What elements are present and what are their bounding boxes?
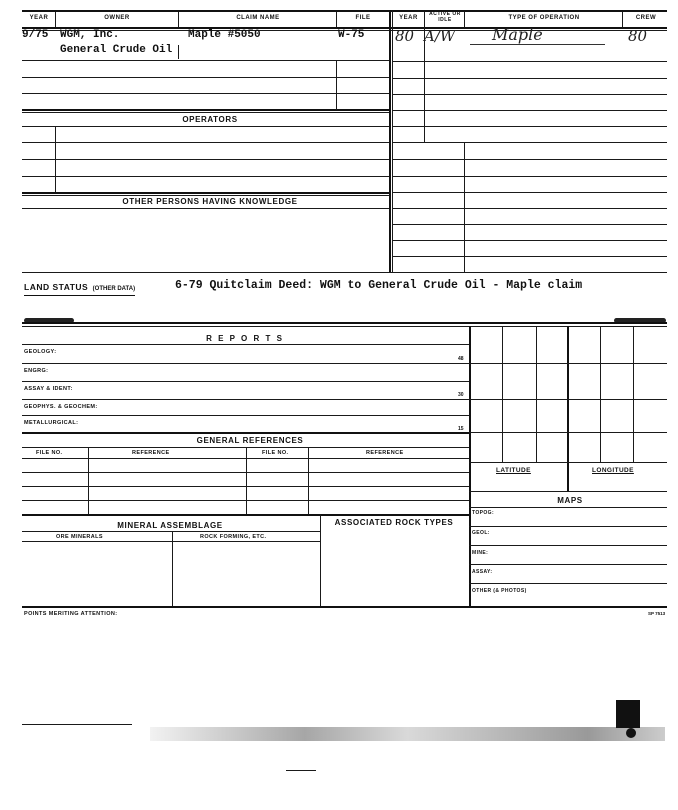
other-persons-title: OTHER PERSONS HAVING KNOWLEDGE xyxy=(122,197,298,206)
general-references-title: GENERAL REFERENCES xyxy=(196,436,304,445)
map-topog: TOPOG: xyxy=(472,510,495,516)
rock-forming-label: ROCK FORMING, ETC. xyxy=(200,534,267,540)
header-owner: OWNER xyxy=(104,15,130,21)
entry-claim-name: Maple #5050 xyxy=(188,29,261,41)
handwritten-type: Maple xyxy=(492,25,543,44)
report-metallurgical: METALLURGICAL: xyxy=(24,420,79,426)
land-status-title: LAND STATUS xyxy=(24,282,89,292)
latitude-label: LATITUDE xyxy=(496,467,531,474)
report-num-30: 30 xyxy=(458,392,464,398)
mineral-assemblage-title: MINERAL ASSEMBLAGE xyxy=(117,521,223,530)
longitude-label: LONGITUDE xyxy=(592,467,634,474)
entry-file: W-75 xyxy=(338,29,365,41)
report-geophys: GEOPHYS. & GEOCHEM: xyxy=(24,404,98,410)
maps-title: MAPS xyxy=(557,496,583,505)
header-year: YEAR xyxy=(29,15,49,21)
map-geol: GEOL: xyxy=(472,530,490,536)
header-year-2: YEAR xyxy=(399,15,418,21)
reports-title: R E P O R T S xyxy=(206,334,284,343)
operators-title: OPERATORS xyxy=(182,115,238,124)
associated-rock-types-title: ASSOCIATED ROCK TYPES xyxy=(334,518,454,527)
gen-ref-reference: REFERENCE xyxy=(132,450,170,456)
gen-ref-file-no: FILE NO. xyxy=(36,450,63,456)
map-mine: MINE: xyxy=(472,550,489,556)
report-engrg: ENGRG: xyxy=(24,368,49,374)
ore-minerals-label: ORE MINERALS xyxy=(56,534,103,540)
report-geology: GEOLOGY: xyxy=(24,349,57,355)
gen-ref-reference-2: REFERENCE xyxy=(366,450,404,456)
land-status-sub: (OTHER DATA) xyxy=(92,286,136,292)
land-status-text: 6-79 Quitclaim Deed: WGM to General Crude Oil - Maple claim xyxy=(175,279,583,292)
header-file: FILE xyxy=(355,15,371,21)
entry-owner-2: General Crude Oil xyxy=(60,44,173,56)
owner-divider-tick xyxy=(178,45,179,59)
land-status-label xyxy=(24,277,135,296)
header-type-of-operation: TYPE OF OPERATION xyxy=(508,15,580,21)
header-crew: CREW xyxy=(635,15,657,21)
points-meriting-attention: POINTS MERITING ATTENTION: xyxy=(24,611,118,617)
entry-year: 9/75 xyxy=(22,29,49,41)
header-claim-name: CLAIM NAME xyxy=(236,15,280,21)
handwritten-year: 80 xyxy=(395,27,415,45)
handwritten-active: A/W xyxy=(424,27,456,45)
gen-ref-file-no-2: FILE NO. xyxy=(262,450,289,456)
report-num-48: 48 xyxy=(458,356,464,362)
map-other: OTHER (& PHOTOS) xyxy=(472,588,527,594)
entry-owner: WGM, Inc. xyxy=(60,29,120,41)
map-assay: ASSAY: xyxy=(472,569,493,575)
handwritten-underline xyxy=(470,44,605,45)
report-num-15: 15 xyxy=(458,426,464,432)
form-number: SP 7513 xyxy=(648,611,666,616)
header-active-idle: ACTIVE OR IDLE xyxy=(429,11,461,23)
report-assay: ASSAY & IDENT: xyxy=(24,386,73,392)
handwritten-crew: 80 xyxy=(628,27,648,45)
